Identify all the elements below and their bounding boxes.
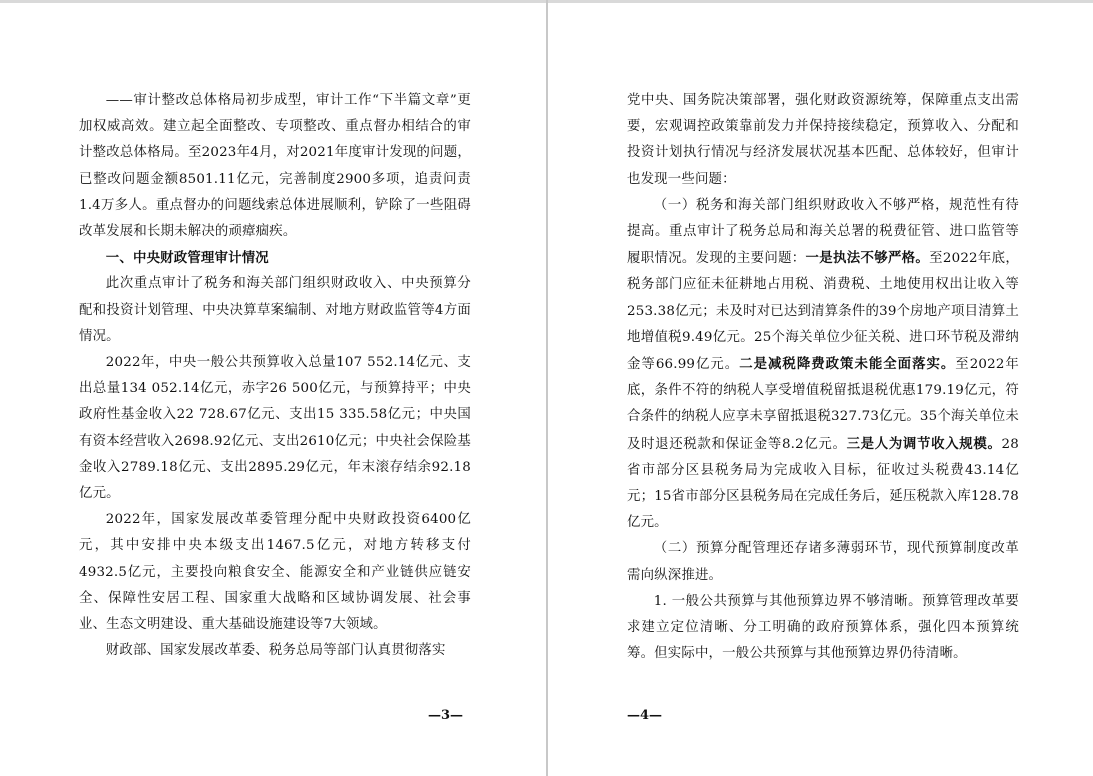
- paragraph: ——审计整改总体格局初步成型，审计工作“下半篇文章”更加权威高效。建立起全面整改、专项整改、重点督办相结合的审计整改总体格局。至2023年4月，对2021年度审计发现的问题，已整改问题金额8501.11亿元，完善制度2900多项，追责问责1.4万多人。重点督办的问题线索总体进展顺利，铲除了一些阻碍改革发展和长期未解决的顽瘴痼疾。: [79, 93, 471, 240]
- emphasis-text: 一是执法不够严格。: [805, 250, 930, 267]
- emphasis-text: 三是人为调节收入规模。: [846, 435, 1002, 452]
- paragraph: （二）预算分配管理还存诸多薄弱环节，现代预算制度改革需向纵深推进。: [627, 541, 1019, 583]
- section-heading: 一、中央财政管理审计情况: [105, 250, 269, 267]
- emphasis-text: 二是减税降费政策未能全面落实。: [739, 356, 956, 373]
- paragraph-continued: 党中央、国务院决策部署，强化财政资源统筹，保障重点支出需要，宏观调控政策靠前发力并保持接续稳定，预算收入、分配和投资计划执行情况与经济发展状况基本匹配、总体较好，但审计也发现一些问题：: [627, 93, 1019, 187]
- paragraph: 1. 一般公共预算与其他预算边界不够清晰。预算管理改革要求建立定位清晰、分工明确的政府预算体系，强化四本预算统筹。但实际中，一般公共预算与其他预算边界仍待清晰。: [627, 593, 1019, 662]
- paragraph: 2022年，中央一般公共预算收入总量107 552.14亿元、支出总量134 052.14亿元，赤字26 500亿元，与预算持平；中央政府性基金收入22 728.67亿元、支出15 335.58亿元；中央国有资本经营收入2698.92亿元、支出2610亿元；中央社会保险基金收入2789.18亿元、支出2895.29亿元，年末滚存结余92.18亿元。: [79, 355, 471, 502]
- page-4: [548, 3, 1093, 776]
- page-number: —3—: [428, 708, 464, 723]
- page-3: [0, 3, 546, 776]
- paragraph: 财政部、国家发展改革委、税务总局等部门认真贯彻落实: [105, 643, 446, 659]
- paragraph: 此次重点审计了税务和海关部门组织财政收入、中央预算分配和投资计划管理、中央决算草案编制、对地方财政监管等4方面情况。: [79, 276, 471, 344]
- paragraph: 2022年，国家发展改革委管理分配中央财政投资6400亿元，其中安排中央本级支出1467.5亿元，对地方转移支付4932.5亿元，主要投向粮食安全、能源安全和产业链供应链安全、保障性安居工程、国家重大战略和区域协调发展、社会事业、生态文明建设、重大基础设施建设等7大领域。: [79, 512, 471, 633]
- page-3-body: [79, 88, 471, 664]
- page-4-body: [627, 88, 1019, 667]
- paragraph-text: 至2022年底，税务部门应征未征耕地占用税、消费税、土地使用权出让收入等253.38亿元；未及时对已达到清算条件的39个房地产项目清算土地增值税9.49亿元。25个海关单位少征关税、进口环节税及滞纳金等66.99亿元。: [627, 251, 1019, 373]
- paragraph-text: （一）税务和海关部门组织财政收入不够严格，规范性有待提高。重点审计了税务总局和海关总署的税费征管、进口监管等履职情况。发现的主要问题：: [627, 197, 1019, 267]
- paragraph: [627, 193, 1019, 537]
- paragraph-text: 28省市部分区县税务局为完成收入目标，征收过头税费43.14亿元；15省市部分区县税务局在完成任务后，延压税款入库128.78亿元。: [627, 436, 1019, 531]
- page-number: —4—: [627, 708, 663, 723]
- paragraph-text: 至2022年底，条件不符的纳税人享受增值税留抵退税优惠179.19亿元，符合条件的纳税人应享未享留抵退税327.73亿元。35个海关单位未及时退还税款和保证金等8.2亿元。: [627, 357, 1019, 452]
